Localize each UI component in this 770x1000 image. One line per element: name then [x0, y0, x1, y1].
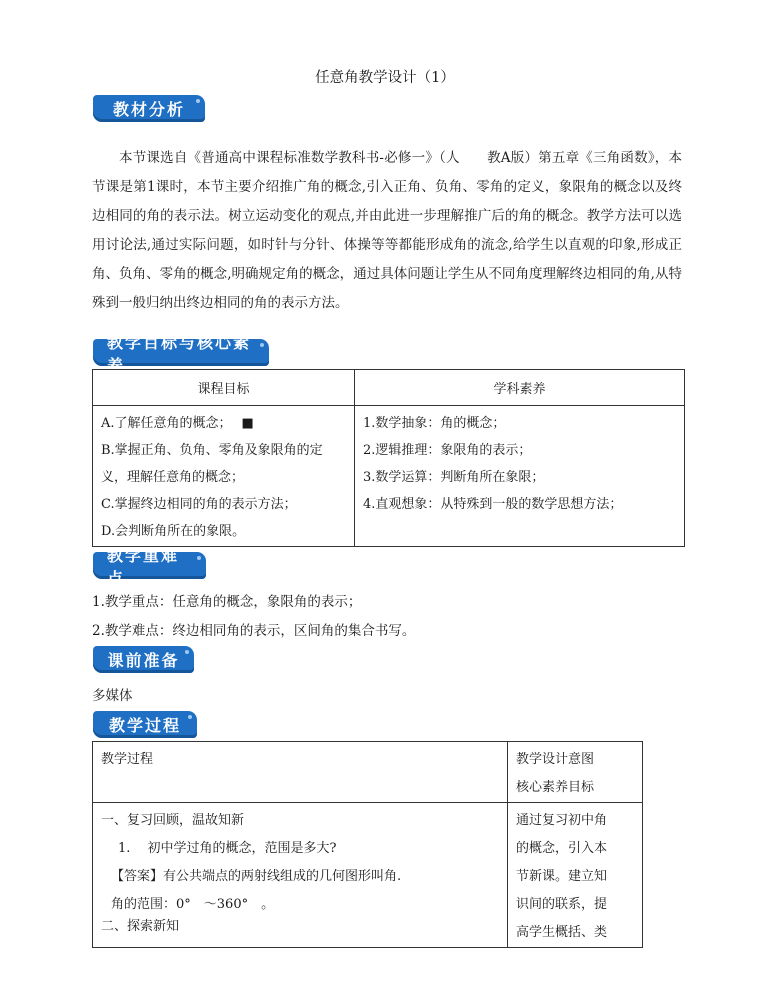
process-intent-cell: 通过复习初中角 的概念，引入本 节新课。建立知 识间的联系，提 高学生概括、类 — [508, 803, 643, 948]
goals-table-row — [93, 406, 685, 547]
process-line: 【答案】有公共端点的两射线组成的几何图形叫角. — [111, 869, 402, 884]
literacy-cell — [355, 406, 685, 547]
solid-square-icon: ■ — [241, 416, 254, 431]
literacy-item: 4.直观想象：从特殊到一般的数学思想方法； — [363, 497, 623, 512]
column-header-literacy: 学科素养 — [355, 370, 685, 406]
column-header-process: 教学过程 — [93, 742, 508, 803]
process-line: 一、复习回顾，温故知新 — [101, 813, 245, 828]
process-content-cell — [93, 803, 508, 948]
course-goal-item: D.会判断角所在的象限。 — [101, 524, 246, 539]
course-goals-cell — [93, 406, 355, 547]
key-point-item: 2.教学难点：终边相同角的表示，区间角的集合书写。 — [92, 623, 416, 639]
goals-table — [92, 369, 685, 547]
literacy-item: 3.数学运算：判断角所在象限； — [363, 470, 545, 485]
process-table-header — [93, 742, 643, 803]
process-line: 1. 初中学过角的概念，范围是多大? — [118, 841, 337, 856]
process-table — [92, 741, 643, 948]
section-banner-goals: 教学目标与核心素养 — [93, 339, 269, 366]
document-title: 任意角教学设计（1） — [315, 70, 455, 86]
section-banner-key-points: 教学重难点 — [93, 552, 206, 579]
course-goal-item: C.掌握终边相同的角的表示方法； — [101, 497, 297, 512]
section-banner-preparation: 课前准备 — [93, 646, 194, 673]
preparation-text: 多媒体 — [92, 688, 133, 704]
literacy-item: 1.数学抽象：角的概念； — [363, 416, 506, 431]
key-point-item: 1.教学重点：任意角的概念，象限角的表示； — [92, 594, 362, 610]
course-goal-item: A.了解任意角的概念； ■ — [101, 416, 254, 431]
process-line: 角的范围：0° ～360° 。 — [111, 897, 275, 912]
process-line: 二、探索新知 — [101, 919, 180, 934]
literacy-item: 2.逻辑推理：象限角的表示； — [363, 443, 532, 458]
goals-table-header — [93, 370, 685, 406]
analysis-paragraph: 本节课选自《普通高中课程标准数学教科书-必修一》（人 教A版）第五章《三角函数》，本节课是第1课时，本节主要介绍推广角的概念,引入正角、负角、零角的定义，象限角的概念以及终边相同的角的表示法。树立运动变化的观点,并由此进一步理解推广后的角的概念。教学方法可以选用讨论法,通过实际问题，如时针与分针、体操等等都能形成角的流念,给学生以直观的印象,形成正角、负角、零角的概念,明确规定角的概念，通过具体问题让学生从不同角度理解终边相同的角,从特殊到一般归纳出终边相同的角的表示方法。 — [92, 150, 682, 311]
course-goal-item: B.掌握正角、负角、零角及象限角的定义，理解任意角的概念； — [101, 443, 323, 485]
section-banner-process: 教学过程 — [93, 711, 197, 738]
section-banner-material-analysis: 教材分析 — [93, 95, 205, 122]
column-header-intent: 教学设计意图 核心素养目标 — [508, 742, 643, 803]
process-table-row — [93, 803, 643, 948]
column-header-course-goals: 课程目标 — [93, 370, 355, 406]
